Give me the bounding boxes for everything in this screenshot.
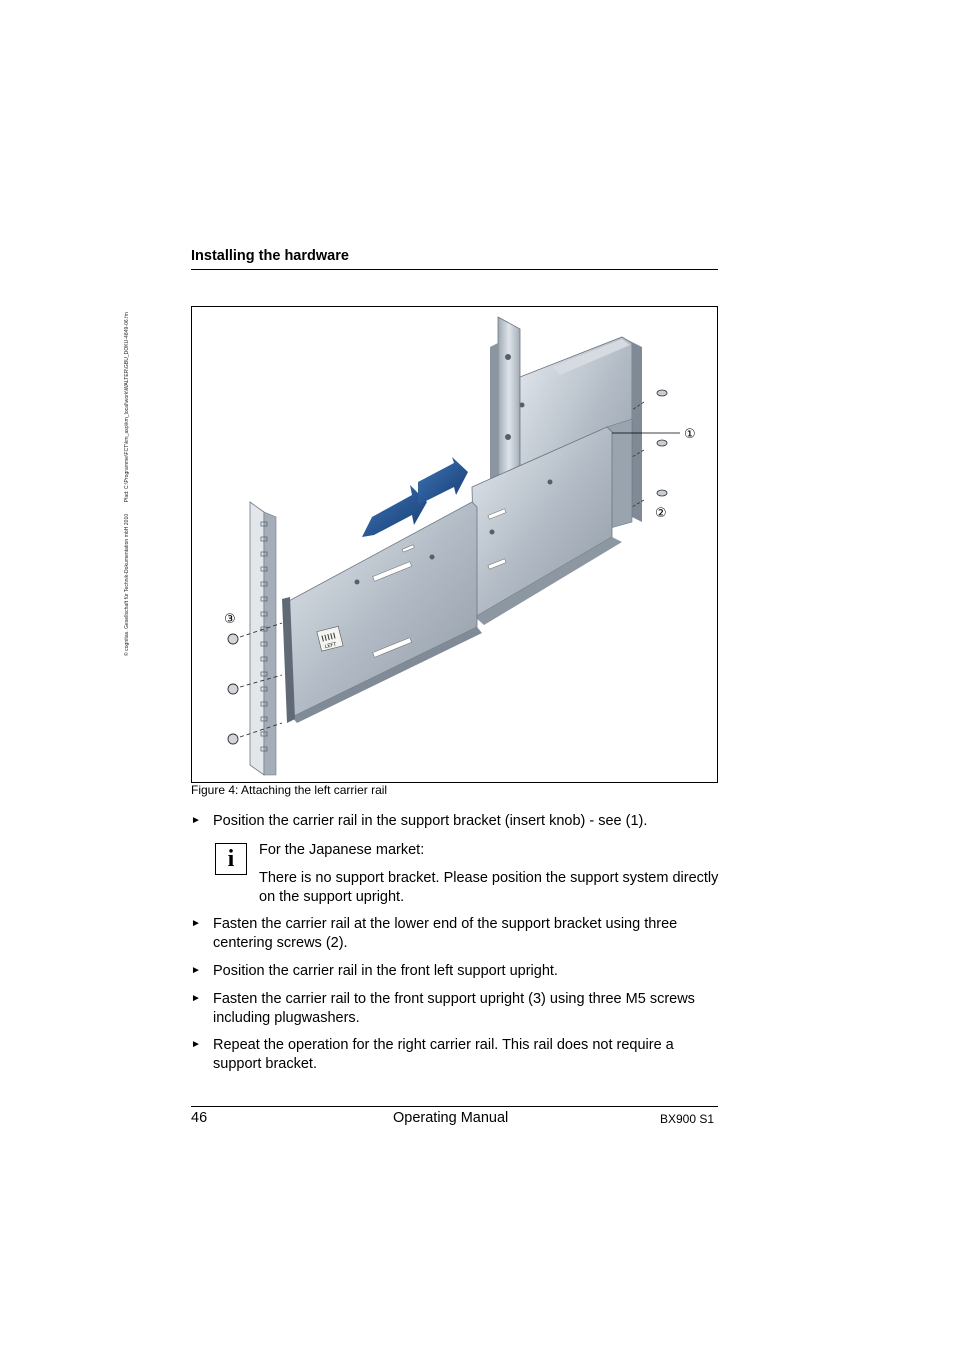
- bullet-arrow-icon: ►: [191, 965, 201, 976]
- step-text: Repeat the operation for the right carrier rail. This rail does not require a support bracket.: [213, 1037, 674, 1072]
- info-icon: i: [215, 843, 247, 875]
- svg-text:②: ②: [655, 506, 667, 521]
- figure-illustration: [191, 306, 718, 783]
- step-text: Fasten the carrier rail at the lower end of the support bracket using three centering screws (2).: [213, 916, 678, 951]
- step-text: Fasten the carrier rail to the front support upright (3) using three M5 screws including plugwashers.: [213, 991, 695, 1026]
- bullet-arrow-icon: ►: [191, 993, 201, 1004]
- svg-text:③: ③: [224, 612, 236, 627]
- bullet-arrow-icon: ►: [191, 815, 201, 826]
- front-support-upright: [250, 502, 276, 775]
- callout-3: [224, 612, 236, 627]
- figure-caption: Figure 4: Attaching the left carrier rail: [191, 783, 388, 797]
- file-path-text: Pfad: C:\Programme\FCT\km_asp\km_local\work\WALTER\GBU_DOKU-4849-06.fm: [124, 312, 130, 503]
- header-divider: [191, 269, 718, 270]
- step-text: Position the carrier rail in the front left support upright.: [213, 963, 558, 979]
- section-title: Installing the hardware: [191, 248, 349, 264]
- svg-text:①: ①: [684, 427, 696, 442]
- callout-2: [655, 506, 667, 521]
- manual-title: Operating Manual: [393, 1110, 509, 1126]
- carrier-rail-drawing: [192, 307, 717, 782]
- product-name: BX900 S1: [660, 1112, 715, 1126]
- side-metadata: [124, 236, 130, 656]
- page-number: 46: [191, 1110, 208, 1126]
- carrier-rail-front: [282, 502, 482, 723]
- copyright-text: © cognitas. Gesellschaft für Technik-Dokumentation mbH 2010: [124, 513, 130, 656]
- step-text: Position the carrier rail in the support bracket (insert knob) - see (1).: [213, 813, 648, 829]
- note-body: There is no support bracket. Please position the support system directly on the support upright.: [259, 870, 719, 905]
- bullet-arrow-icon: ►: [191, 1039, 201, 1050]
- footer-divider: [191, 1106, 718, 1107]
- rail-sticker-label: LEFT: [324, 641, 338, 651]
- note-heading: For the Japanese market:: [259, 842, 425, 858]
- bullet-arrow-icon: ►: [191, 918, 201, 929]
